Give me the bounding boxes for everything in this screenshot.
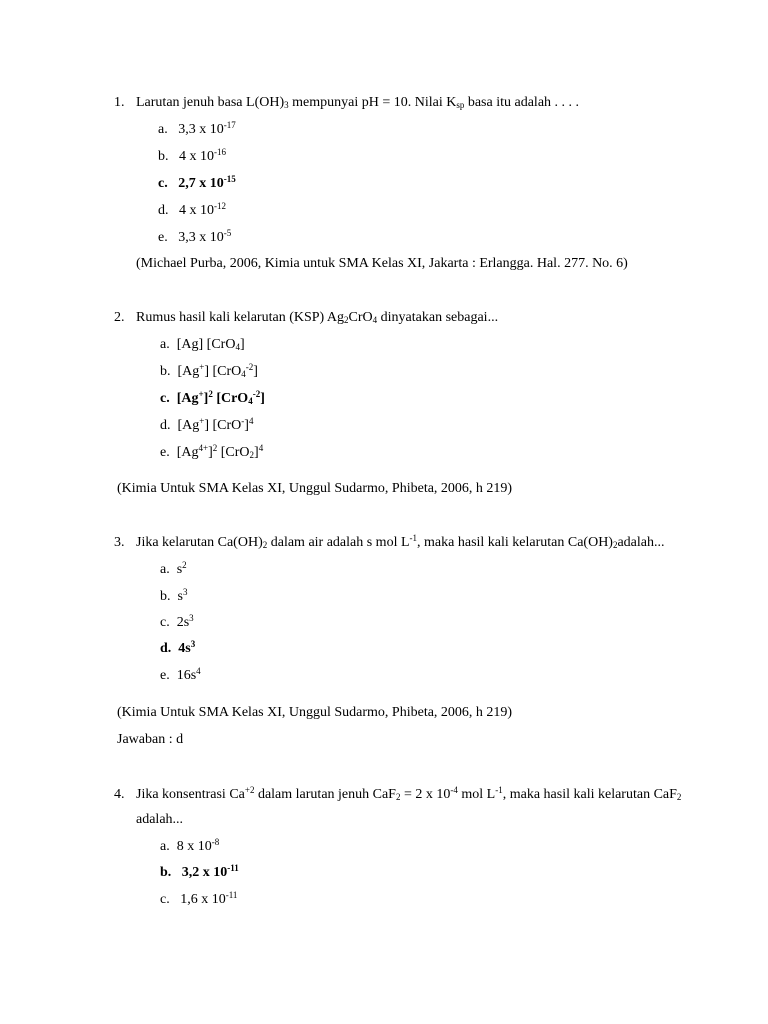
q3-option-d-correct: d. $4s^3$ bbox=[160, 638, 196, 656]
q4-option-b-correct: b. 3,2 x $10^{-11}$ bbox=[160, 862, 239, 880]
q3-option-c: c. $2s^3$ bbox=[160, 612, 194, 630]
question-3-answer: Jawaban : d bbox=[117, 732, 184, 747]
q4-option-c: c. 1,6 x $10^{-11}$ bbox=[160, 889, 238, 907]
question-2-source: (Kimia Untuk SMA Kelas XI, Unggul Sudarmo, Phibeta, 2006, h 219) bbox=[117, 481, 513, 496]
question-4-stem: Jika konsentrasi $Ca^{+2}$ dalam larutan jenuh CaF$_2$ = 2 x $10^{-4}$ mol $L^{-1}$, maka hasil kali kelarutan CaF$_2$ bbox=[136, 784, 682, 803]
q1-option-a: a. 3,3 x $10^{-17}$ bbox=[158, 119, 236, 137]
q4-option-a: a. 8 x $10^{-8}$ bbox=[160, 836, 220, 854]
question-4-stem-cont: adalah... bbox=[136, 812, 184, 827]
q1-option-d: d. 4 x $10^{-12}$ bbox=[158, 200, 226, 218]
q2-option-d: d. [Ag+] $[CrO^-]^4$ bbox=[160, 415, 254, 433]
question-4-number: 4. bbox=[114, 787, 125, 802]
q3-option-a: a. $s^2$ bbox=[160, 559, 187, 577]
q1-option-b: b. 4 x $10^{-16}$ bbox=[158, 146, 226, 164]
q2-option-e: e. $[Ag^{4+}]^2$ $[CrO_2]^4$ bbox=[160, 442, 264, 461]
question-3-number: 3. bbox=[114, 535, 125, 550]
q2-option-a: a. [Ag] [CrO$_4$] bbox=[160, 337, 245, 353]
question-3-stem: Jika kelarutan $Ca(OH)_2$ dalam air adalah s mol $L^{-1}$, maka hasil kali kelarutan $Ca(OH)_2adalah$... bbox=[136, 532, 665, 551]
question-3-source: (Kimia Untuk SMA Kelas XI, Unggul Sudarmo, Phibeta, 2006, h 219) bbox=[117, 705, 513, 720]
question-1-stem: Larutan jenuh basa $L(OH)_3$ mempunyai pH = 10. Nilai $K_{sp}$ basa itu adalah . . . . bbox=[136, 95, 580, 111]
q3-option-e: e. $16s^4$ bbox=[160, 665, 201, 683]
question-1-number: 1. bbox=[114, 95, 125, 110]
q2-option-c-correct: c. $[Ag^+]^2$ [CrO$_4^{-2}$] bbox=[160, 388, 265, 407]
question-1-source: (Michael Purba, 2006, Kimia untuk SMA Kelas XI, Jakarta : Erlangga. Hal. 277. No. 6) bbox=[136, 256, 628, 271]
question-2-number: 2. bbox=[114, 310, 125, 325]
q2-option-b: b. [Ag+] [CrO$_4^{-2}$] bbox=[160, 361, 258, 380]
q3-option-b: b. $s^3$ bbox=[160, 586, 188, 604]
q1-option-e: e. 3,3 x $10^{-5}$ bbox=[158, 227, 232, 245]
q1-option-c-correct: c. 2,7 x $10^{-15}$ bbox=[158, 173, 236, 191]
question-2-stem: Rumus hasil kali kelarutan (KSP) $Ag_2CrO_4$ dinyatakan sebagai... bbox=[136, 310, 499, 326]
